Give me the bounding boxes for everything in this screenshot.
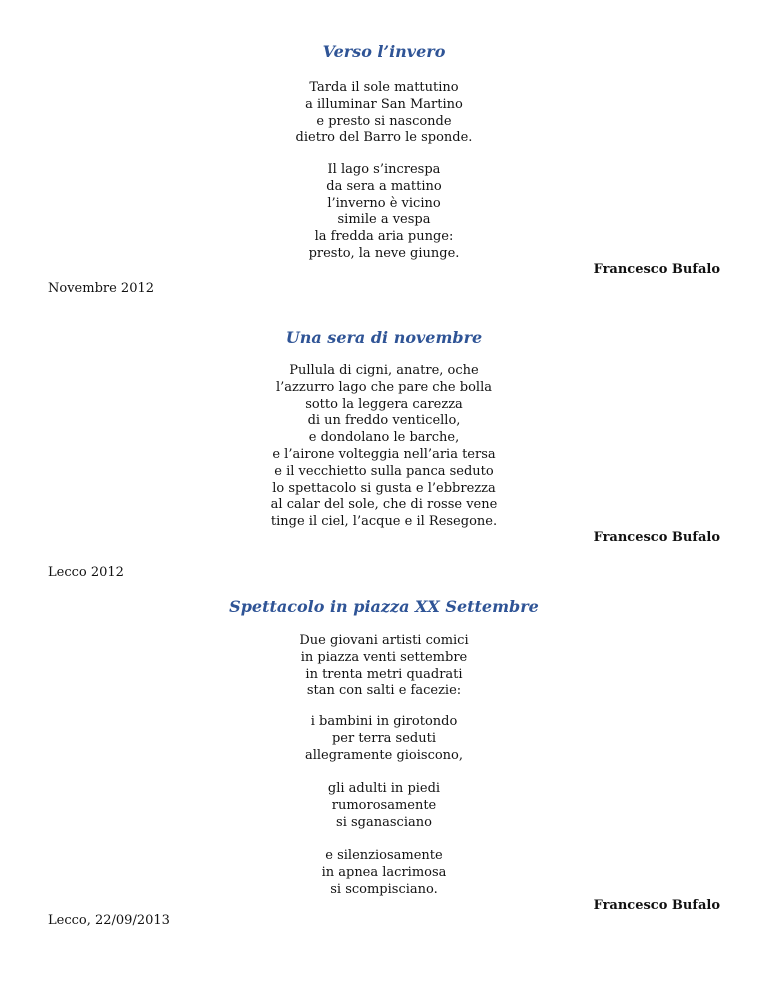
verse-line: l’azzurro lago che pare che bolla (276, 379, 492, 395)
verse-line: di un freddo venticello, (307, 413, 461, 429)
poem-title: Verso l’invero (322, 42, 446, 61)
stanza (0, 80, 768, 147)
verse-line: si scompisciano. (330, 881, 438, 897)
dateline: Novembre 2012 (48, 281, 155, 296)
verse-line: sotto la leggera carezza (305, 396, 463, 412)
verse-line: Due giovani artisti comici (299, 633, 469, 648)
verse-line: l’inverno è vicino (327, 195, 441, 211)
verse-line: e l’airone volteggia nell’aria tersa (272, 446, 496, 462)
stanza (0, 848, 768, 898)
verse-line: e silenziosamente (325, 848, 443, 863)
verse-line: dietro del Barro le sponde. (295, 130, 473, 146)
stanza (0, 363, 768, 531)
verse-line: e presto si nasconde (316, 113, 452, 129)
stanza (0, 781, 768, 831)
verse-line: al calar del sole, che di rosse vene (270, 497, 498, 513)
poem-title: Una sera di novembre (285, 328, 483, 347)
author-signature: Francesco Bufalo (593, 262, 720, 277)
verse-line: in trenta metri quadrati (305, 666, 463, 682)
verse-line: Pullula di cigni, anatre, oche (289, 363, 479, 378)
stanza (0, 633, 768, 700)
dateline: Lecco 2012 (48, 565, 124, 580)
stanza (0, 162, 768, 263)
verse-line: e dondolano le barche, (308, 430, 460, 446)
verse-line: i bambini in girotondo (310, 714, 458, 729)
verse-line: simile a vespa (337, 212, 431, 228)
verse-line: e il vecchietto sulla panca seduto (274, 463, 494, 479)
verse-line: per terra seduti (331, 730, 437, 746)
author-signature: Francesco Bufalo (593, 898, 720, 913)
dateline: Lecco, 22/09/2013 (48, 913, 170, 928)
author-signature: Francesco Bufalo (593, 530, 720, 545)
verse-line: rumorosamente (331, 797, 437, 813)
verse-line: allegramente gioiscono, (304, 747, 464, 763)
verse-line: in piazza venti settembre (300, 649, 468, 665)
verse-line: da sera a mattino (326, 178, 442, 194)
stanza (0, 714, 768, 764)
verse-line: gli adulti in piedi (327, 781, 441, 796)
verse-line: tinge il ciel, l’acque e il Resegone. (270, 514, 498, 530)
poem-title: Spettacolo in piazza XX Settembre (229, 597, 539, 616)
verse-line: la fredda aria punge: (314, 229, 454, 245)
verse-line: a illuminar San Martino (305, 96, 463, 112)
verse-line: si sganasciano (336, 814, 432, 830)
verse-line: in apnea lacrimosa (321, 864, 447, 880)
verse-line: presto, la neve giunge. (308, 245, 460, 261)
verse-line: stan con salti e facezie: (306, 683, 462, 699)
verse-line: Il lago s’increspa (327, 162, 441, 177)
verse-line: Tarda il sole mattutino (309, 80, 459, 95)
verse-line: lo spettacolo si gusta e l’ebbrezza (272, 480, 496, 496)
